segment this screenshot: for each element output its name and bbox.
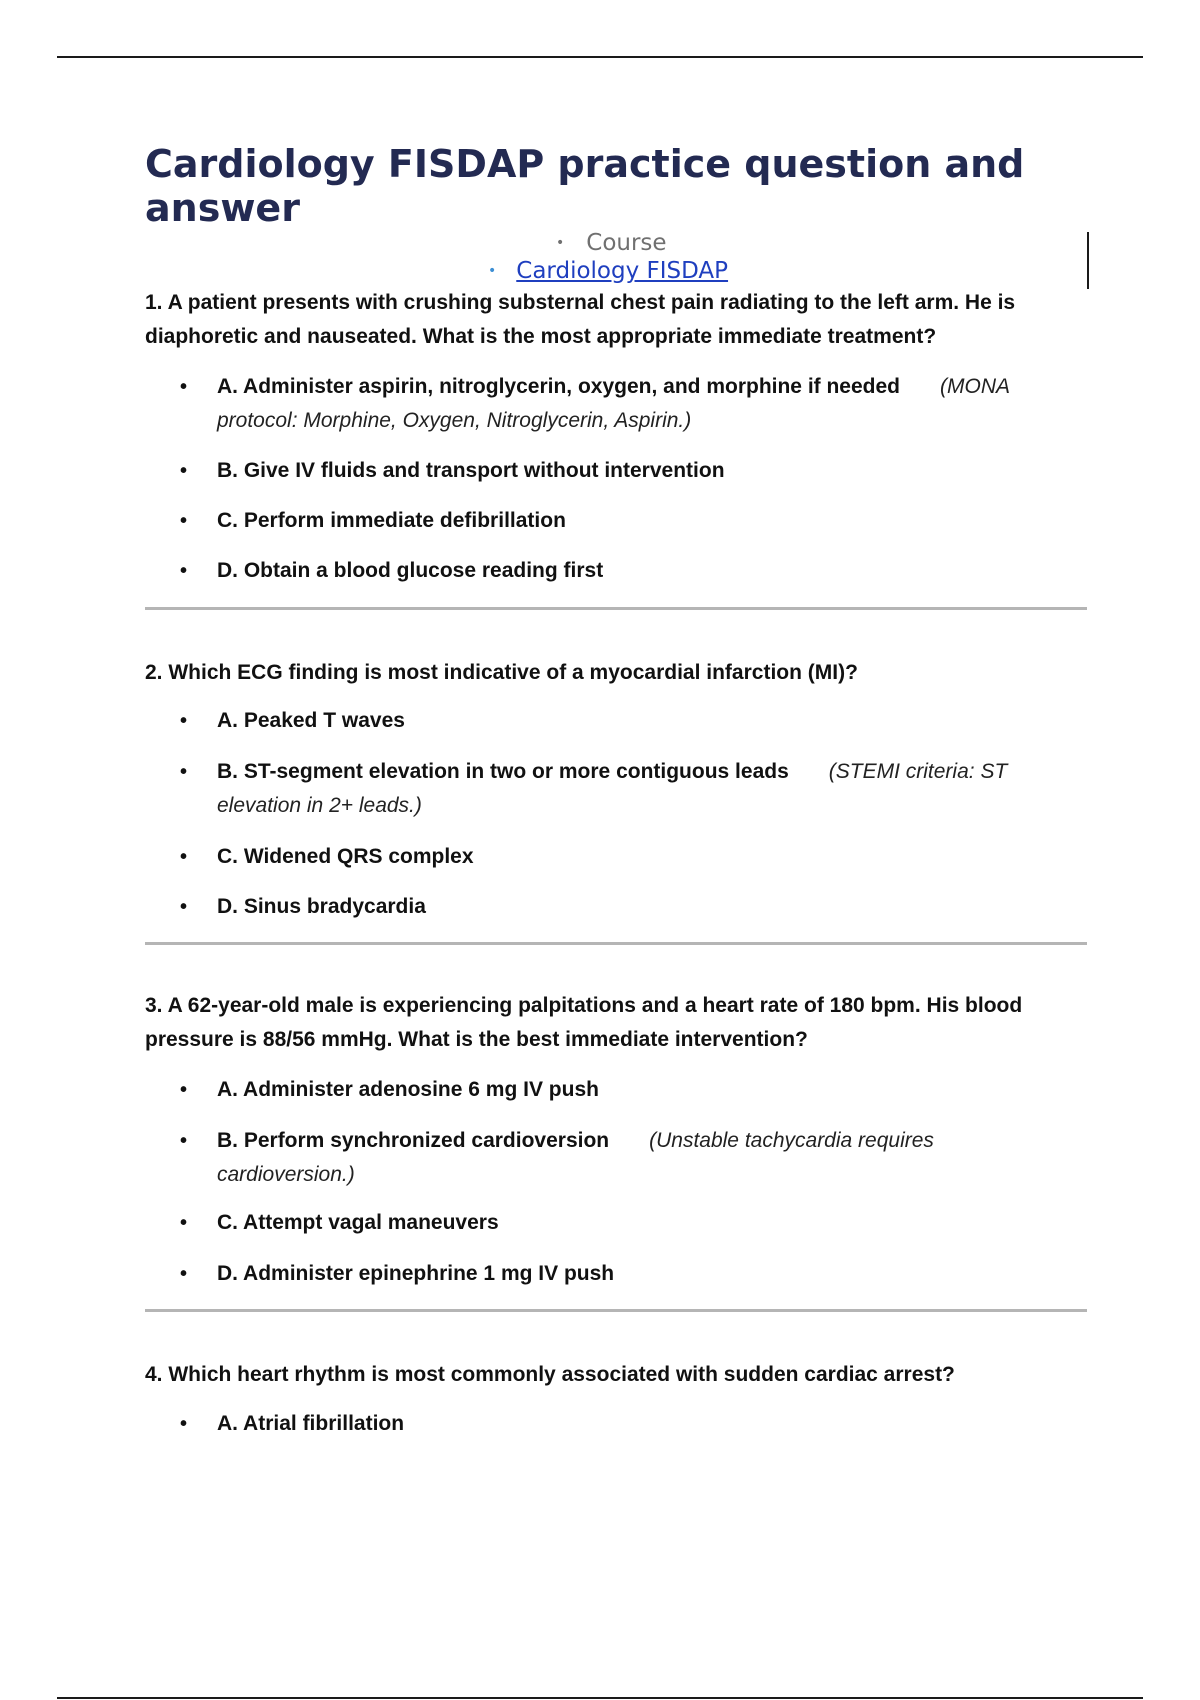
question-3-option-b: • B. Perform synchronized cardioversion (Unstable tachycardia requires cardioversion.) [217, 1124, 1057, 1192]
page-title: Cardiology FISDAP practice question and answer [145, 142, 1025, 230]
bullet-icon: • [488, 263, 497, 279]
breadcrumb-course-row [488, 258, 728, 284]
bullet-icon: • [180, 460, 188, 482]
question-1-option-b: • B. Give IV fluids and transport without intervention [217, 454, 1057, 488]
question-3-option-a: • A. Administer adenosine 6 mg IV push [217, 1073, 1057, 1107]
bullet-icon: • [556, 235, 565, 251]
bullet-icon: • [180, 1212, 188, 1234]
section-divider [145, 942, 1087, 945]
bullet-icon: • [180, 710, 188, 732]
bullet-icon: • [180, 1130, 188, 1152]
question-2-option-d: • D. Sinus bradycardia [217, 890, 1057, 924]
bullet-icon: • [180, 376, 188, 398]
bullet-icon: • [180, 560, 188, 582]
text-cursor [1087, 232, 1089, 289]
question-3-option-c: • C. Attempt vagal maneuvers [217, 1206, 1057, 1240]
page-bottom-rule [57, 1697, 1143, 1699]
bullet-icon: • [180, 1413, 188, 1435]
question-1-option-a: • A. Administer aspirin, nitroglycerin, oxygen, and morphine if needed (MONA protocol: Morphine, Oxygen, Nitroglycerin, Aspirin.) [217, 370, 1057, 438]
question-2-option-a: • A. Peaked T waves [217, 704, 1057, 738]
question-1-option-c: • C. Perform immediate defibrillation [217, 504, 1057, 538]
question-4-option-a: • A. Atrial fibrillation [217, 1407, 1057, 1441]
section-divider [145, 1309, 1087, 1312]
question-4-prompt: 4. Which heart rhythm is most commonly associated with sudden cardiac arrest? [145, 1363, 955, 1386]
question-1-option-d: • D. Obtain a blood glucose reading first [217, 554, 1057, 588]
answer-note: (MONA protocol: Morphine, Oxygen, Nitroglycerin, Aspirin.) [217, 375, 1010, 432]
question-3-prompt: 3. A 62-year-old male is experiencing palpitations and a heart rate of 180 bpm. His blood pressure is 88/56 mmHg. What is the best immediate intervention? [145, 994, 1023, 1051]
breadcrumb-course [556, 230, 667, 256]
page-top-rule [57, 56, 1143, 58]
question-3-option-d: • D. Administer epinephrine 1 mg IV push [217, 1257, 1057, 1291]
section-divider [145, 607, 1087, 610]
question-1-prompt: 1. A patient presents with crushing substernal chest pain radiating to the left arm. He is diaphoretic and nauseated. What is the most appropriate immediate treatment? [145, 291, 1016, 348]
answer-note: (Unstable tachycardia requires cardioversion.) [217, 1129, 934, 1186]
question-2-prompt: 2. Which ECG finding is most indicative of a myocardial infarction (MI)? [145, 661, 858, 684]
bullet-icon: • [180, 761, 188, 783]
bullet-icon: • [180, 1263, 188, 1285]
bullet-icon: • [180, 896, 188, 918]
bullet-icon: • [180, 510, 188, 532]
question-2-option-b: • B. ST-segment elevation in two or more contiguous leads (STEMI criteria: ST elevation in 2+ leads.) [217, 755, 1057, 823]
course-link[interactable]: Cardiology FISDAP [516, 258, 729, 284]
breadcrumb-course-label: Course [586, 230, 667, 256]
question-2-option-c: • C. Widened QRS complex [217, 840, 1057, 874]
answer-note: (STEMI criteria: ST elevation in 2+ leads.) [217, 760, 1008, 817]
bullet-icon: • [180, 846, 188, 868]
bullet-icon: • [180, 1079, 188, 1101]
